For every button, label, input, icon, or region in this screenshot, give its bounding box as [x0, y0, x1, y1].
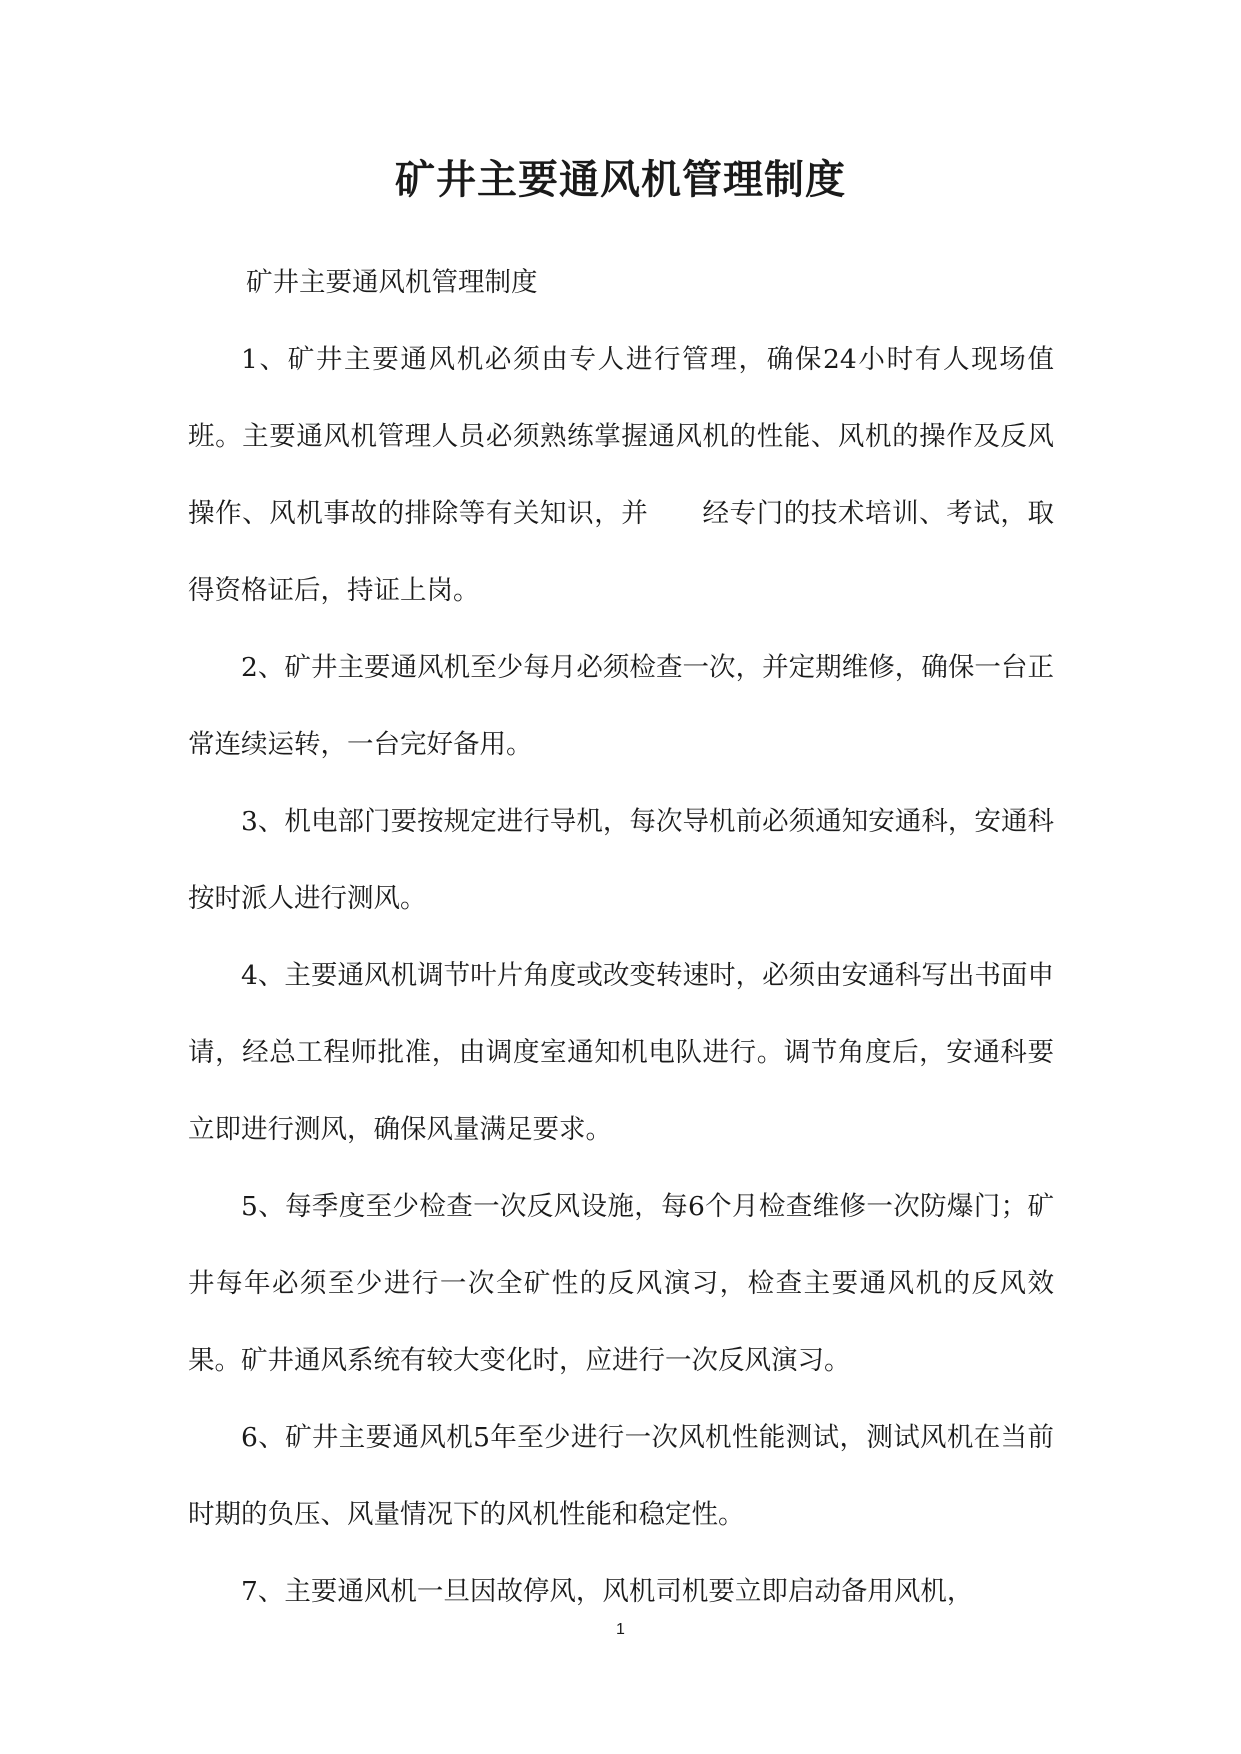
document-subtitle: 矿井主要通风机管理制度 [246, 267, 538, 298]
paragraph-2: 2、矿井主要通风机至少每月必须检查一次，并定期维修，确保一台正常连续运转，一台完好备用。 [188, 652, 1054, 760]
document-title: 矿井主要通风机管理制度 [395, 156, 846, 203]
paragraph-4: 4、主要通风机调节叶片角度或改变转速时，必须由安通科写出书面申请，经总工程师批准，由调度室通知机电队进行。调节角度后，安通科要立即进行测风，确保风量满足要求。 [188, 960, 1054, 1145]
paragraph-5: 5、每季度至少检查一次反风设施，每6个月检查维修一次防爆门；矿井每年必须至少进行一次全矿性的反风演习，检查主要通风机的反风效果。矿井通风系统有较大变化时，应进行一次反风演习。 [188, 1191, 1054, 1376]
page-number: 1 [616, 1621, 625, 1638]
document-body [188, 248, 1054, 1630]
paragraph-3: 3、机电部门要按规定进行导机，每次导机前必须通知安通科，安通科按时派人进行测风。 [188, 806, 1054, 914]
paragraph-6: 6、矿井主要通风机5年至少进行一次风机性能测试，测试风机在当前时期的负压、风量情况下的风机性能和稳定性。 [188, 1422, 1054, 1530]
paragraph-7: 7、主要通风机一旦因故停风，风机司机要立即启动备用风机， [241, 1576, 974, 1607]
paragraph-1: 1、矿井主要通风机必须由专人进行管理，确保24小时有人现场值班。主要通风机管理人员必须熟练掌握通风机的性能、风机的操作及反风操作、风机事故的排除等有关知识，并 经专门的技术培训、考试，取得资格证后，持证上岗。 [188, 344, 1054, 606]
